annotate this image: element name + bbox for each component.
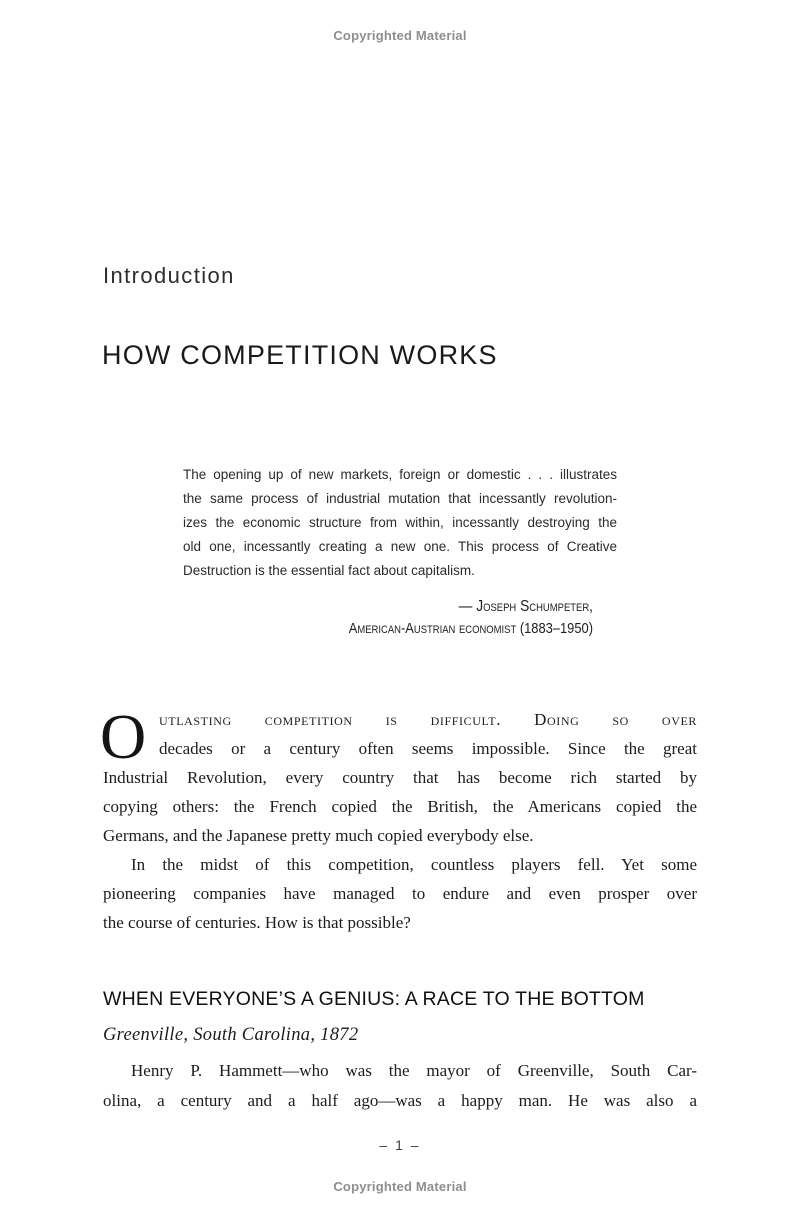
section-paragraph-line-2: olina, a century and a half ago—was a happy man. He was also a (103, 1090, 697, 1110)
epigraph-line-3: izes the economic structure from within, incessantly destroying the (183, 515, 617, 530)
drop-cap: O (100, 701, 147, 772)
paragraph1-line-2: decades or a century often seems impossible. Since the great (159, 739, 697, 758)
epigraph-line-4: old one, incessantly creating a new one. This process of Creative (183, 539, 617, 554)
chapter-kicker: Introduction (103, 263, 235, 288)
section-heading: WHEN EVERYONE’S A GENIUS: A RACE TO THE BOTTOM (103, 988, 645, 1010)
section-paragraph (103, 1056, 697, 1115)
paragraph1-line-1: utlasting competition is difficult. Doing so over (159, 710, 697, 729)
chapter-title: HOW COMPETITION WORKS (102, 340, 498, 370)
copyright-notice-bottom: Copyrighted Material (333, 1179, 467, 1194)
epigraph-attribution (183, 596, 617, 640)
copyright-notice-top: Copyrighted Material (333, 28, 467, 43)
epigraph-line-1: The opening up of new markets, foreign or domestic . . . illustrates (183, 467, 617, 482)
paragraph1-line-4: copying others: the French copied the British, the Americans copied the (103, 797, 697, 816)
paragraph1-line-5: Germans, and the Japanese pretty much copied everybody else. (103, 826, 534, 845)
paragraph2-line-3: the course of centuries. How is that possible? (103, 913, 411, 932)
page-number: – 1 – (379, 1137, 421, 1153)
epigraph-line-2: the same process of industrial mutation that incessantly revolution- (183, 491, 617, 506)
epigraph-attribution-role: American-Austrian economist (1883–1950) (348, 620, 593, 637)
section-subheading-place-date: Greenville, South Carolina, 1872 (103, 1025, 359, 1045)
epigraph-attribution-name: — Joseph Schumpeter, (458, 598, 593, 615)
epigraph-quote (183, 463, 617, 640)
epigraph-line-5: Destruction is the essential fact about capitalism. (183, 563, 475, 578)
paragraph2-line-2: pioneering companies have managed to endure and even prosper over (103, 884, 697, 903)
paragraph1-line-3: Industrial Revolution, every country that has become rich started by (103, 768, 697, 787)
body-text (100, 701, 697, 937)
paragraph2-line-1: In the midst of this competition, countless players fell. Yet some (131, 855, 697, 874)
section-paragraph-line-1: Henry P. Hammett—who was the mayor of Greenville, South Car- (131, 1061, 697, 1080)
